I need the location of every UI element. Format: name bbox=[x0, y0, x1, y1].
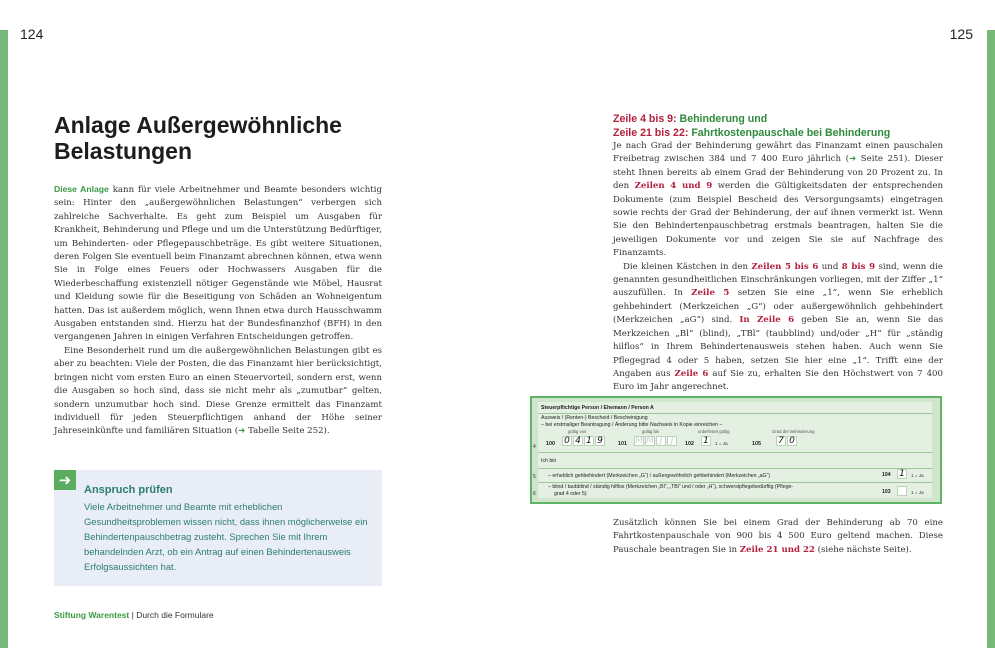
valid-to-digit-2[interactable]: M bbox=[646, 436, 654, 446]
field-code-104: 104 bbox=[882, 472, 891, 478]
field-code-102: 102 bbox=[685, 441, 694, 447]
degree-digit-1[interactable]: 7 bbox=[776, 436, 786, 446]
heading-line-ref-2: Zeile 21 bis 22: bbox=[613, 127, 689, 139]
form-divider bbox=[538, 482, 932, 483]
hint-103: 1 = Ja bbox=[911, 490, 924, 495]
section-heading-line1 bbox=[613, 112, 943, 126]
valid-from-digit-1[interactable]: 0 bbox=[562, 436, 572, 446]
line-number-6: 6 bbox=[533, 491, 536, 497]
caption-unlimited: unbefristet gültig bbox=[698, 429, 730, 434]
right-edge-bar bbox=[987, 30, 995, 648]
right-column-text bbox=[613, 140, 943, 395]
rp3-text-a: Zusätzlich können Sie bei einem Grad der Behinderung ab 70 eine Fahrtkostenpauschale von 900 bis 4 500 Euro geltend machen. Diese Pauschale beantragen Sie in bbox=[613, 518, 943, 555]
right-paragraph-3 bbox=[613, 517, 943, 557]
gehbehindert-checkbox[interactable]: 1 bbox=[897, 469, 907, 479]
form-divider bbox=[538, 468, 932, 469]
form-header: Steuerpflichtige Person / Ehemann / Person A bbox=[541, 405, 654, 411]
footer-separator: | bbox=[129, 610, 137, 620]
section-heading bbox=[613, 112, 943, 140]
rp2-text-f: auf Sie zu, erhalten Sie den Höchstwert von 7 400 Euro im Jahr angerechnet. bbox=[613, 368, 943, 393]
right-paragraph-1 bbox=[613, 140, 943, 261]
right-paragraph-2 bbox=[613, 261, 943, 395]
caption-degree: Grad der Behinderung bbox=[772, 429, 815, 434]
rp1-text-b[interactable]: Seite 251). Dieser steht Ihnen bereits ab einem Grad der Behinderung von 20 Prozent zu. In den bbox=[613, 154, 943, 192]
valid-from-digit-3[interactable]: 1 bbox=[584, 436, 594, 446]
rp2-text-e: geben Sie an, wenn Sie das Merkzeichen „Bl“ (blind), „TBl“ (taubblind) und/oder „H“ für „ständig hilflos“ in Ihrem Behindertenausweis stehen haben. Auch wenn Sie Pflegegrad 4 oder 5 haben, setzen Sie hier eine „1“. Trifft eine der Angaben aus bbox=[613, 315, 943, 379]
hint-104: 1 = Ja bbox=[911, 473, 924, 478]
rp3-text-b: (siehe nächste Seite). bbox=[814, 544, 912, 555]
right-bottom-paragraph bbox=[613, 517, 943, 557]
page-number-left: 124 bbox=[20, 26, 44, 42]
form-line5-text: – erheblich gehbehindert (Merkzeichen „G“) / außergewöhnlich gehbehindert (Merkzeichen „aG“) bbox=[548, 473, 771, 479]
page-title bbox=[54, 112, 434, 164]
arrow-icon: ➜ bbox=[238, 426, 246, 437]
tax-form-inner bbox=[533, 402, 932, 498]
field-code-100: 100 bbox=[546, 441, 555, 447]
heading-topic-2: Fahrtkostenpauschale bei Behinderung bbox=[688, 127, 891, 139]
caption-valid-to: gültig bis bbox=[642, 429, 659, 434]
page-number-right: 125 bbox=[949, 26, 973, 42]
highlight-lines-4-9: Zeilen 4 und 9 bbox=[634, 181, 713, 192]
valid-from-digit-2[interactable]: 4 bbox=[573, 436, 583, 446]
arrow-icon: ➜ bbox=[848, 154, 857, 165]
form-row-document: Ausweis / (Renten-) Bescheid / Bescheinigung bbox=[541, 415, 648, 421]
form-divider bbox=[538, 413, 932, 414]
caption-valid-from: gültig von bbox=[568, 429, 587, 434]
tax-form-excerpt bbox=[530, 396, 942, 504]
second-paragraph bbox=[54, 345, 382, 439]
arrow-right-icon: ➜ bbox=[54, 470, 76, 490]
line-number-4: 4 bbox=[533, 444, 536, 450]
footer-title: Durch die Formulare bbox=[136, 610, 214, 620]
left-column-text bbox=[54, 183, 382, 439]
tip-text: Viele Arbeitnehmer und Beamte mit erheblichen Gesundheitsproblemen wissen nicht, dass ihnen möglicherweise ein Behindertenpauschbetrag zusteht. Sprechen Sie mit Ihrem behandelnden Arzt, ob ein Antrag auf einen Behindertenausweis Erfolgsaussichten hat. bbox=[84, 501, 368, 572]
form-line6-text-a: – blind / taubblind / ständig hilflos (Merkzeichen „Bl“, „TBl“ und / oder „H“), schwerstpflegebedürftig (Pflege- bbox=[548, 484, 794, 490]
highlight-lines-21-22: Zeile 21 und 22 bbox=[739, 544, 815, 555]
section-heading-line2 bbox=[613, 126, 943, 140]
rp2-text-c: sind, wenn die genannten gesundheitlichen Einschränkungen vorliegen, mit der Ziffer „1“ auszufüllen. In bbox=[613, 261, 943, 299]
field-code-101: 101 bbox=[618, 441, 627, 447]
second-paragraph-end[interactable]: Tabelle Seite 252). bbox=[245, 426, 330, 437]
footer bbox=[54, 610, 214, 620]
page-title-line1: Anlage Außergewöhnliche bbox=[54, 112, 342, 138]
valid-to-digit-1[interactable]: M bbox=[635, 436, 643, 446]
rp1-text-a: Je nach Grad der Behinderung gewährt das Finanzamt einen pauschalen Freibetrag zwischen 384 und 7 400 Euro jährlich ( bbox=[613, 141, 943, 165]
highlight-line-6b: Zeile 6 bbox=[674, 368, 709, 379]
tip-box bbox=[54, 470, 382, 586]
blind-hilflos-checkbox[interactable] bbox=[897, 486, 907, 496]
valid-to-digit-4[interactable]: J bbox=[667, 436, 677, 446]
form-line6-text-b: grad 4 oder 5) bbox=[554, 491, 587, 497]
line-number-5: 5 bbox=[533, 474, 536, 480]
highlight-lines-8-9: 8 bis 9 bbox=[841, 261, 876, 272]
field-code-103: 103 bbox=[882, 489, 891, 495]
intro-lead: Diese Anlage bbox=[54, 184, 109, 194]
rp2-text-b: und bbox=[818, 261, 842, 272]
footer-brand: Stiftung Warentest bbox=[54, 610, 130, 620]
unlimited-hint: 1 = Ja bbox=[715, 441, 728, 446]
form-divider bbox=[538, 452, 932, 453]
form-ich-bin: Ich bin bbox=[541, 458, 557, 464]
highlight-line-6: In Zeile 6 bbox=[739, 315, 795, 326]
intro-body: kann für viele Arbeitnehmer und Beamte besonders wichtig sein: Hinter den „außergewöhnlichen Belastungen“ verbergen sich zahlreiche Sachverhalte. Es geht zum Beispiel um Ausgaben für Krankheit, Behinderung und Pflege und um die Unterstützung Bedürftiger, um Behinderten- oder Pflegepauschbeträge. Es gibt weitere Situationen, deren Folgen Sie eventuell beim Finanzamt abrechnen können, etwa wenn Sie in Folge eines Feuers oder Hochwassers Ausgaben für die Wiederbeschaffung existenziell nötiger Gegenstände wie Möbel, Hausrat und Kleidung sowie für die Beseitigung von Schäden an Wohneigentum hatten. Das ist außerdem möglich, wenn Ihnen etwa durch Hausschwamm Ausgaben entstanden sind. Hierzu hat der Bundesfinanzhof (BFH) in den vergangenen Jahren in einigen Verfahren Entscheidungen getroffen. bbox=[54, 185, 383, 343]
field-code-105: 105 bbox=[752, 441, 761, 447]
second-paragraph-body: Eine Besonderheit rund um die außergewöhnlichen Belastungen gibt es aber zu beachten: Viele der Posten, die das Finanzamt hier berücksichtigt, bringen nicht vom ersten Euro an einen Steuervorteil, sondern erst, wenn die Ausgaben so hoch sind, dass sie nicht mehr als „zumutbar“ gelten, sondern unzumutbar hoch sind. Diese Grenze ermittelt das Finanzamt individuell für jeden Steuerpflichtigen anhand der Höhe seiner Jahreseinkünfte und familiären Situation ( bbox=[54, 345, 382, 437]
heading-topic-1: Behinderung und bbox=[676, 113, 768, 125]
highlight-lines-5-6: Zeilen 5 bis 6 bbox=[751, 261, 819, 272]
heading-line-ref-1: Zeile 4 bis 9: bbox=[613, 113, 677, 125]
form-row-note: – bei erstmaliger Beantragung / Änderung bitte Nachweis in Kopie einreichen – bbox=[541, 422, 723, 428]
left-edge-bar bbox=[0, 30, 8, 648]
valid-to-digit-3[interactable]: J bbox=[656, 436, 666, 446]
rp2-text-a: Die kleinen Kästchen in den bbox=[623, 261, 752, 272]
page-title-line2: Belastungen bbox=[54, 138, 193, 164]
highlight-line-5: Zeile 5 bbox=[691, 288, 730, 299]
tip-title: Anspruch prüfen bbox=[84, 484, 173, 496]
degree-digit-2[interactable]: 0 bbox=[787, 436, 797, 446]
intro-paragraph bbox=[54, 183, 382, 345]
rp2-text-d: setzen Sie eine „1“, wenn Sie erheblich gehbehindert (Merkzeichen „G“) oder außergewöhnlich gehbehindert (Merkzeichen „aG“) sind. bbox=[613, 288, 943, 326]
valid-from-digit-4[interactable]: 9 bbox=[595, 436, 605, 446]
rp1-text-c: werden die Gültigkeitsdaten der entsprechenden Dokumente (zum Beispiel Bescheid des Versorgungsamts) eingetragen sowie rechts der Grad der Behinderung, der auf ihnen vermerkt ist. Wenn Sie den Behindertenpauschbetrag erstmals beantragen, halten Sie die jeweiligen Dokumente vor und zeigen Sie sie auf Nachfrage des Finanzamts. bbox=[613, 181, 943, 259]
unlimited-checkbox[interactable]: 1 bbox=[701, 436, 711, 446]
